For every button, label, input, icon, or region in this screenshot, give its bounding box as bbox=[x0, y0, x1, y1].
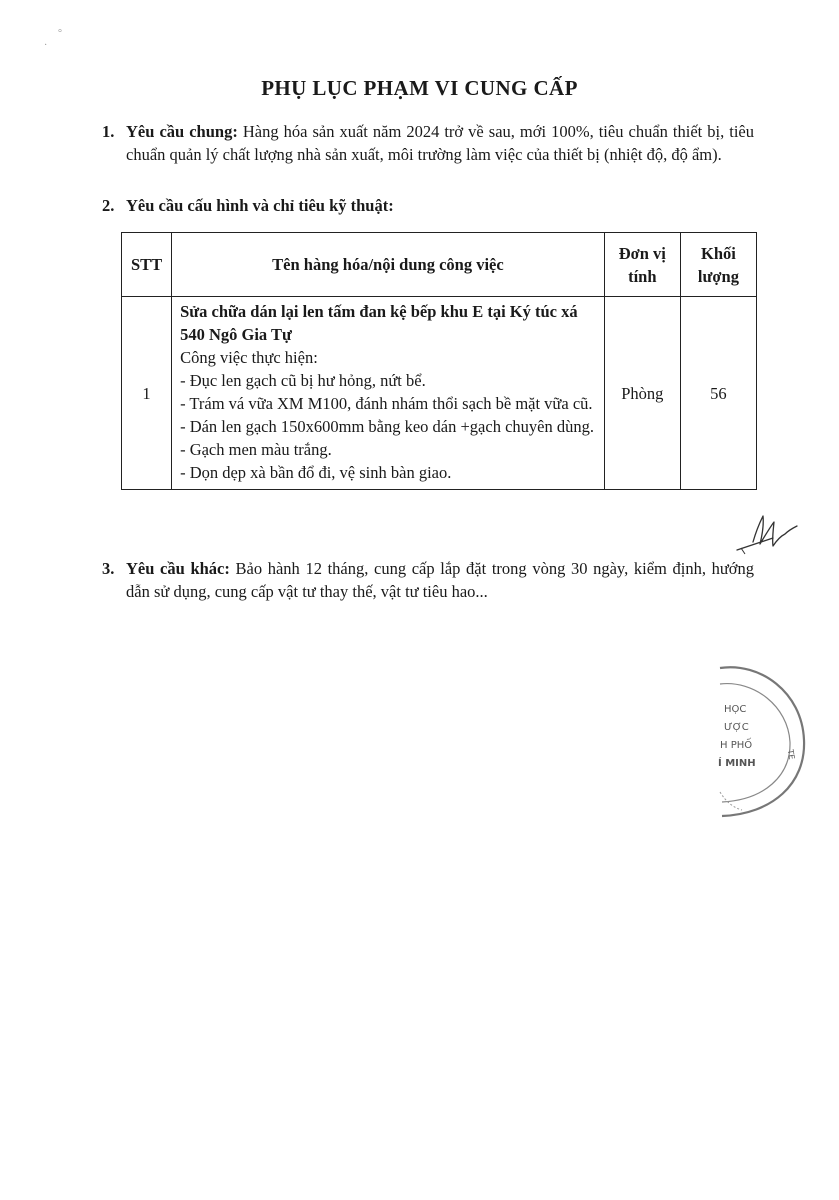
scan-speck-mark: · bbox=[44, 40, 48, 51]
seal-text-side: TE bbox=[785, 748, 797, 761]
section-number: 1. bbox=[102, 122, 115, 141]
header-item-name: Tên hàng hóa/nội dung công việc bbox=[172, 233, 605, 297]
section-label: Yêu cầu cấu hình và chỉ tiêu kỹ thuật: bbox=[126, 196, 394, 215]
section-technical-specs bbox=[102, 194, 754, 217]
header-unit-line1: Đơn vị bbox=[618, 243, 666, 263]
task-list-item: - Trám vá vữa XM M100, đánh nhám thổi sạch bề mặt vữa cũ. bbox=[180, 394, 593, 413]
row-stt: 1 bbox=[122, 297, 172, 490]
scope-table bbox=[121, 232, 757, 490]
header-quantity bbox=[680, 233, 756, 297]
section-label: Yêu cầu chung: bbox=[126, 122, 238, 141]
section-other-requirements bbox=[102, 557, 755, 603]
page-title: PHỤ LỤC PHẠM VI CUNG CẤP bbox=[261, 76, 578, 100]
seal-text-line: HỌC bbox=[724, 704, 747, 715]
header-quantity-line1: Khối bbox=[701, 243, 736, 263]
seal-text-line: ƯỢC bbox=[724, 722, 749, 733]
task-list-item: - Dán len gạch 150x600mm bằng keo dán +gạch chuyên dùng. bbox=[180, 417, 594, 436]
section-general-requirements bbox=[102, 120, 754, 166]
task-list-item: - Đục len gạch cũ bị hư hỏng, nứt bể. bbox=[180, 371, 426, 390]
table-row bbox=[122, 297, 757, 490]
row-quantity: 56 bbox=[680, 297, 756, 490]
section-text: Bảo hành 12 tháng, cung cấp lắp đặt trong vòng 30 ngày, kiểm định, hướng dẫn sử dụng, cung cấp vật tư thay thế, vật tư tiêu hao... bbox=[126, 559, 755, 601]
row-unit: Phòng bbox=[604, 297, 680, 490]
section-text: Hàng hóa sản xuất năm 2024 trở về sau, mới 100%, tiêu chuẩn thiết bị, tiêu chuẩn quản lý chất lượng nhà sản xuất, môi trường làm việc của thiết bị (nhiệt độ, độ ẩm). bbox=[126, 122, 754, 164]
item-title: Sửa chữa dán lại len tấm đan kệ bếp khu E tại Ký túc xá 540 Ngô Gia Tự bbox=[180, 302, 578, 344]
header-unit-line2: tính bbox=[628, 266, 657, 286]
table-header-row bbox=[122, 233, 757, 297]
seal-text-line: H PHỐ bbox=[720, 740, 753, 751]
task-intro: Công việc thực hiện: bbox=[180, 348, 318, 367]
signature-initials bbox=[733, 508, 803, 558]
section-label: Yêu cầu khác: bbox=[126, 559, 230, 578]
section-number: 2. bbox=[102, 196, 115, 215]
row-description bbox=[172, 297, 605, 490]
seal-text-line: Í MINH bbox=[718, 758, 756, 769]
header-stt: STT bbox=[122, 233, 172, 297]
scan-speck-mark: ° bbox=[58, 28, 62, 39]
header-quantity-line2: lượng bbox=[697, 266, 739, 286]
task-list-item: - Dọn dẹp xà bần đổ đi, vệ sinh bàn giao. bbox=[180, 463, 452, 482]
section-number: 3. bbox=[102, 559, 115, 578]
task-list-item: - Gạch men màu trắng. bbox=[180, 440, 332, 459]
official-seal-stamp bbox=[690, 662, 810, 822]
header-unit bbox=[604, 233, 680, 297]
